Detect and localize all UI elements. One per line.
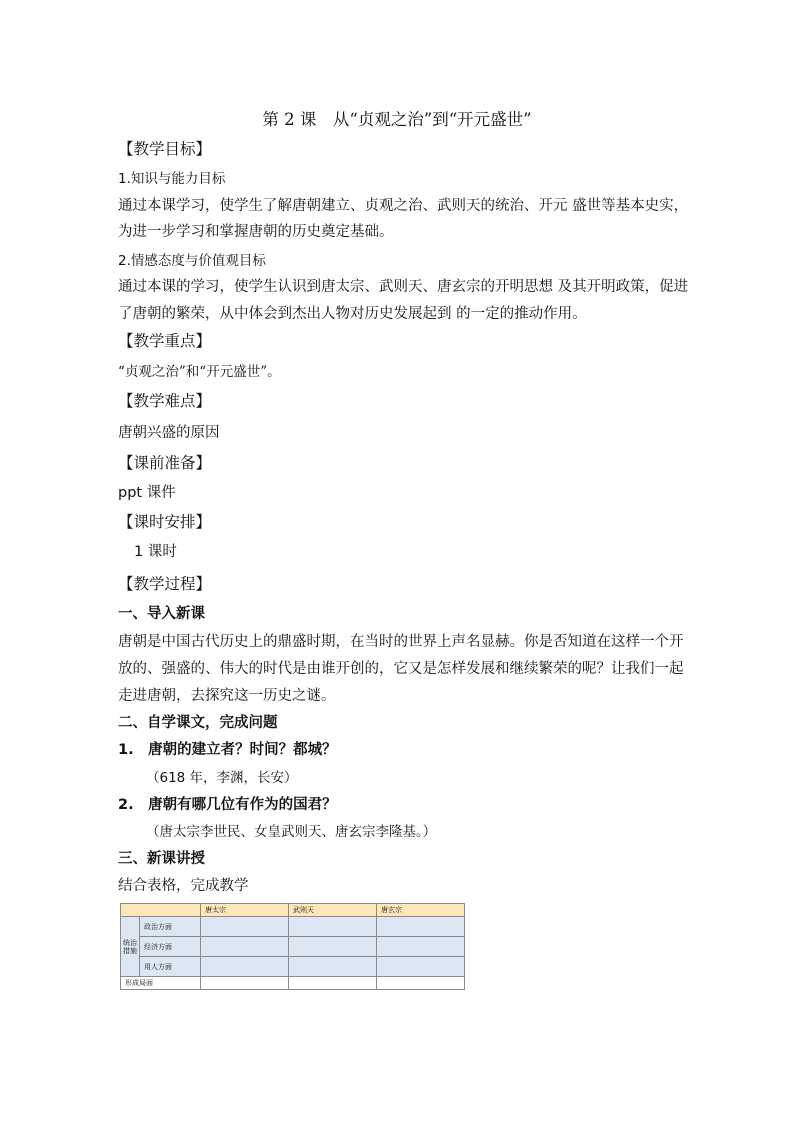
table-cell[interactable] [377,977,465,990]
table-row [121,977,465,990]
question-2: 2. 唐朝有哪几位有作为的国君？ [118,797,337,813]
difficult-text: 唐朝兴盛的原因 [118,425,220,441]
table-corner-cell [121,904,201,917]
table-row-label-politics: 政治方面 [140,917,201,937]
part1-title: 一、导入新课 [118,606,205,622]
table-cell[interactable] [289,957,377,977]
section-goals-heading: 【教学目标】 [118,140,212,158]
table-cell[interactable] [201,977,289,990]
lesson-title: 第 2 课 从“贞观之治”到“开元盛世” [262,110,532,129]
goal1-text-line1: 通过本课学习，使学生了解唐朝建立、贞观之治、武则天的统治、开元 盛世等基本史实， [118,198,689,214]
key-text: “贞观之治”和“开元盛世”。 [118,364,281,380]
table-cell[interactable] [289,937,377,957]
table-group-label: 统治措施 [121,917,140,977]
goal2-text-line1: 通过本课的学习，使学生认识到唐太宗、武则天、唐玄宗的开明思想 及其开明政策，促进 [118,279,689,295]
prep-text: ppt 课件 [118,485,176,501]
part3-text: 结合表格，完成教学 [118,878,249,894]
table-cell[interactable] [289,977,377,990]
table-row-label-personnel: 用人方面 [140,957,201,977]
part1-text-line2: 放的、强盛的、伟大的时代是由谁开创的，它又是怎样发展和继续繁荣的呢？让我们一起 [118,661,684,677]
section-prep-heading: 【课前准备】 [118,454,212,472]
part1-text-line1: 唐朝是中国古代历史上的鼎盛时期，在当时的世界上声名显赫。你是否知道在这样一个开 [118,634,684,650]
goal1-text-line2: 为进一步学习和掌握唐朝的历史奠定基础。 [118,224,394,240]
section-schedule-heading: 【课时安排】 [118,513,212,531]
table-cell[interactable] [289,917,377,937]
table-row [121,917,465,937]
part2-title: 二、自学课文，完成问题 [118,715,278,731]
table-cell[interactable] [201,937,289,957]
question-1: 1. 唐朝的建立者？时间？都城？ [118,742,337,758]
table-row-label-outcome: 形成局面 [121,977,201,990]
table-row [121,957,465,977]
section-difficult-heading: 【教学难点】 [118,392,212,410]
answer-2: （唐太宗李世民、女皇武则天、唐玄宗李隆基。） [146,824,437,840]
schedule-text: 1 课时 [134,544,177,560]
lesson-table [120,903,465,990]
table-cell[interactable] [377,917,465,937]
table-header-row [121,904,465,917]
table-cell[interactable] [377,957,465,977]
goal2-title: 2.情感态度与价值观目标 [118,253,266,269]
table-cell[interactable] [201,957,289,977]
table-row-label-economy: 经济方面 [140,937,201,957]
table-row [121,937,465,957]
part3-title: 三、新课讲授 [118,851,205,867]
table-cell[interactable] [201,917,289,937]
goal2-text-line2: 了唐朝的繁荣，从中体会到杰出人物对历史发展起到 的一定的推动作用。 [118,306,587,322]
table-header-col2: 武则天 [289,904,377,917]
section-key-heading: 【教学重点】 [118,332,212,350]
part1-text-line3: 走进唐朝，去探究这一历史之谜。 [118,688,336,704]
table-header-col3: 唐玄宗 [377,904,465,917]
table-header-col1: 唐太宗 [201,904,289,917]
answer-1: （618 年，李渊，长安） [146,770,298,786]
table-cell[interactable] [377,937,465,957]
section-process-heading: 【教学过程】 [118,575,212,593]
goal1-title: 1.知识与能力目标 [118,171,226,187]
